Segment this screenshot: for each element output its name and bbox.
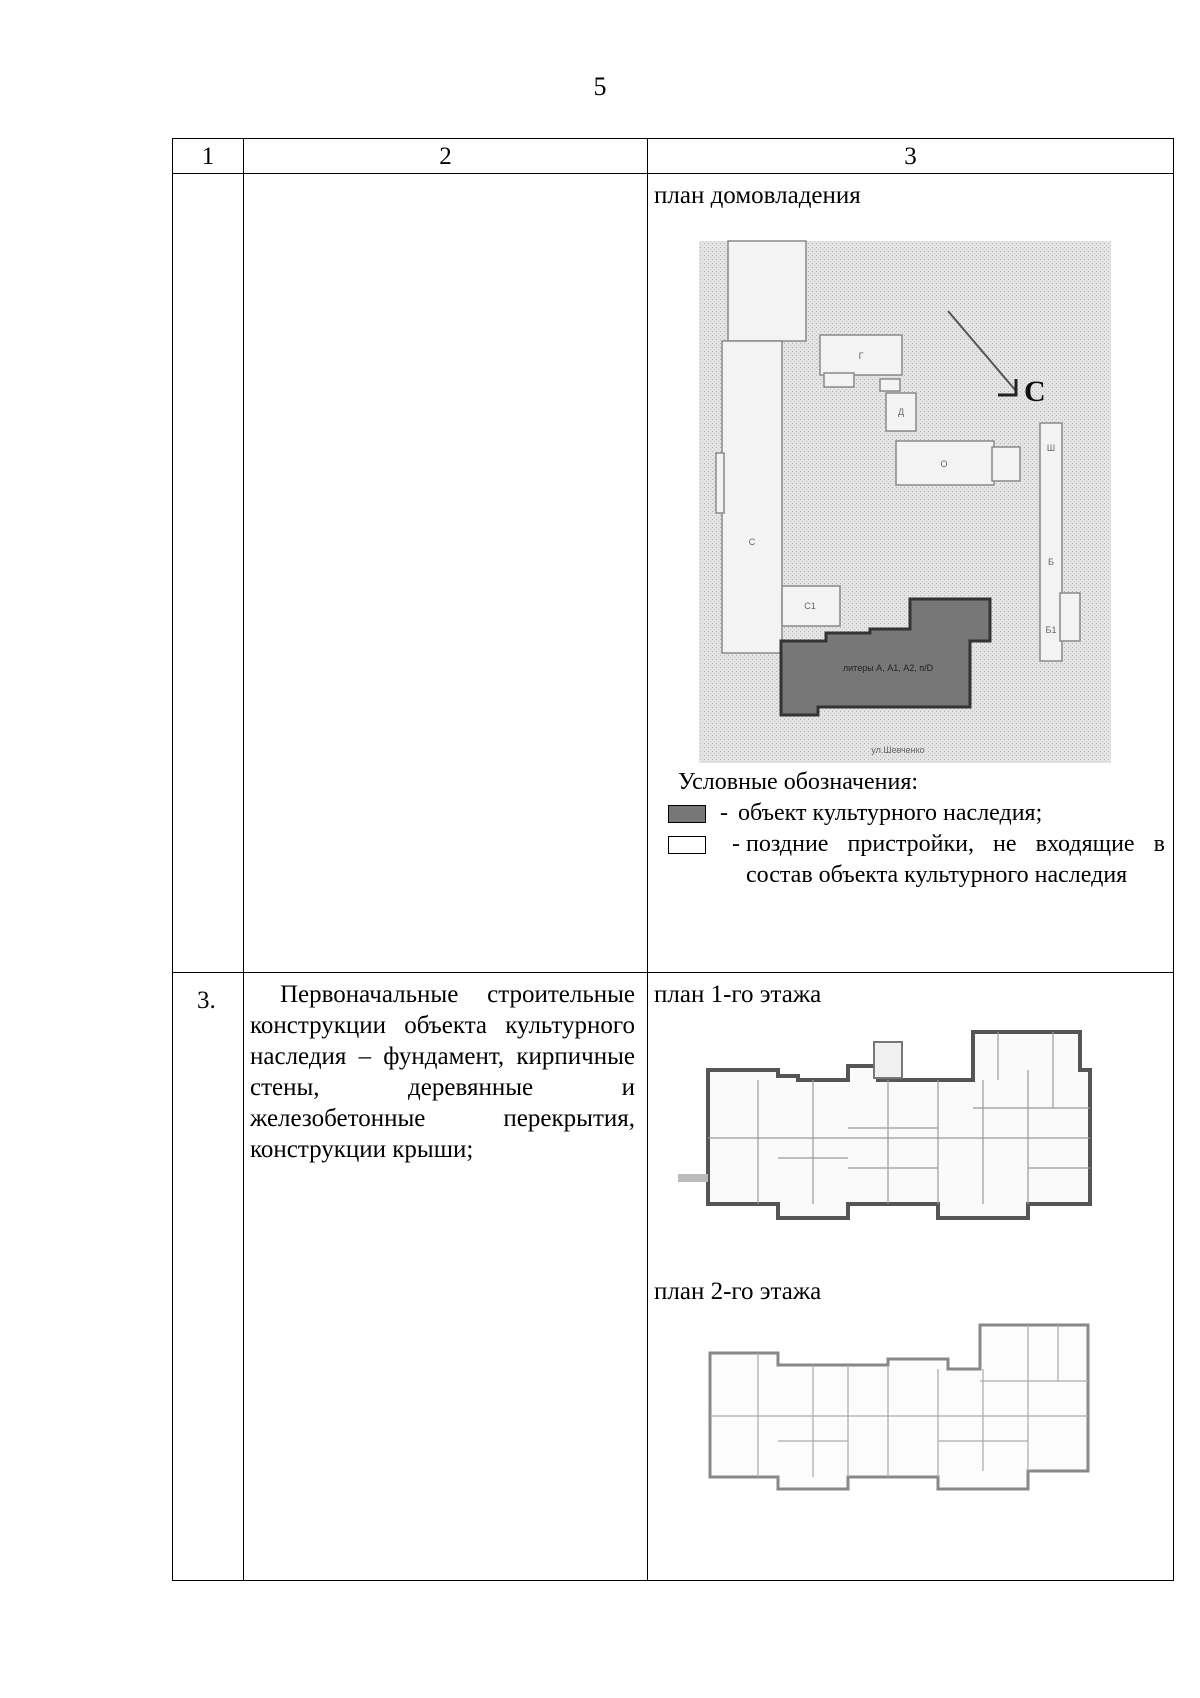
header-col-1: 1 (173, 139, 244, 174)
table-row (173, 174, 1174, 973)
legend-item-heritage (668, 798, 1173, 829)
building-outline (716, 453, 724, 513)
row2-description-cell (244, 973, 648, 1581)
floor2-caption: план 2-го этажа (654, 1278, 822, 1305)
floor1-porch (874, 1042, 902, 1078)
label-c1: С1 (804, 601, 816, 611)
legend-dash: - (732, 831, 740, 857)
row1-number-cell (173, 174, 244, 973)
label-d: Д (897, 407, 905, 417)
floor1-caption: план 1-го этажа (654, 981, 822, 1008)
label-b: Б (1048, 557, 1054, 567)
north-label: С (1024, 375, 1046, 408)
row2-number: 3. (173, 973, 244, 1581)
row2-plans-cell (648, 973, 1174, 1581)
legend-text-heritage: объект культурного наследия; (738, 800, 1043, 826)
row2-description: Первоначальные строительные конструкции объекта культурного наследия – фундамент, кирпичные стены, деревянные и железобетонные перекрытия, конструкции крыши; (250, 981, 635, 1163)
label-sh: Ш (1046, 443, 1056, 453)
street-label: ул.Шевченко (871, 745, 925, 755)
legend-swatch-later (668, 836, 706, 854)
legend-dash: - (720, 800, 728, 826)
label-heritage-building: литеры А, А1, А2, п/D (842, 663, 934, 673)
row1-plan-cell (648, 174, 1174, 973)
label-o: О (940, 459, 948, 469)
floor1-plan-drawing (648, 1018, 1172, 1248)
legend-title: Условные обозначения: (678, 769, 919, 795)
label-g: Г (858, 351, 864, 361)
building-b1 (1060, 593, 1080, 641)
building-outline (728, 241, 806, 341)
floor2-plan-drawing (648, 1311, 1172, 1541)
header-col-3: 3 (648, 139, 1174, 174)
building-outline (880, 379, 900, 391)
legend (668, 767, 1173, 891)
site-plan-drawing (648, 223, 1172, 763)
legend-item-later (668, 829, 1173, 891)
building-c (722, 341, 782, 653)
table-header-row (173, 139, 1174, 174)
row1-description-cell (244, 174, 648, 973)
legend-swatch-heritage (668, 805, 706, 823)
building-outline (824, 373, 854, 387)
page-number: 5 (593, 72, 607, 101)
legend-text-later: поздние пристройки, не входящие в состав объекта культурного наследия (746, 831, 1165, 888)
label-b1: Б1 (1045, 625, 1057, 635)
label-c: С (748, 537, 756, 547)
site-plan-caption: план домовладения (654, 182, 861, 209)
floor2-outline (710, 1325, 1088, 1489)
building-outline (992, 447, 1020, 481)
table-row (173, 973, 1174, 1581)
document-table (172, 138, 1174, 1581)
header-col-2: 2 (244, 139, 648, 174)
